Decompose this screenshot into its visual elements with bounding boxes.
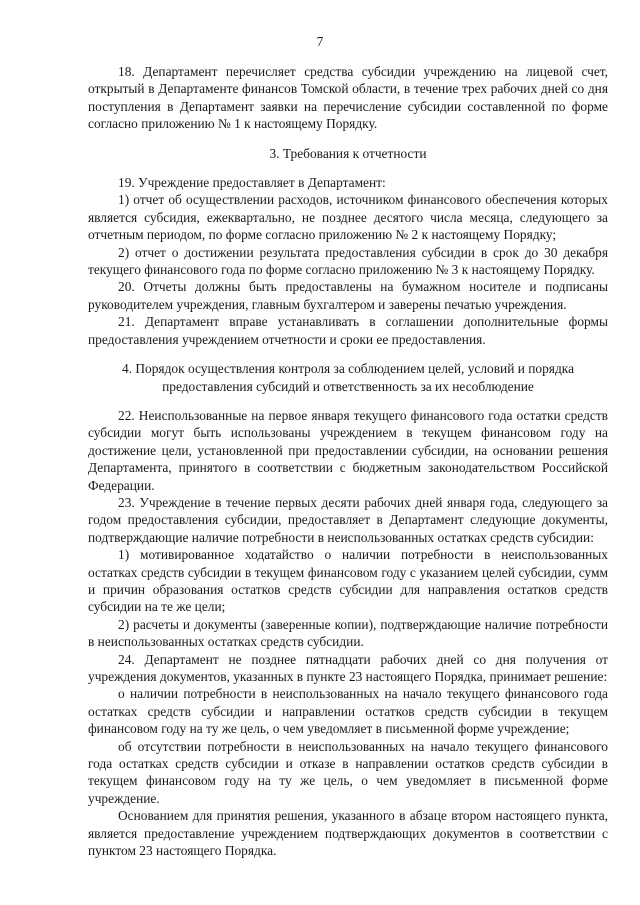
paragraph-22: 22. Неиспользованные на первое января текущего финансового года остатки средств субсидии могут быть использованы учреждением в текущем финансовом году на достижение цели, установленной при предоставлении субсидии, на основании решения Департамента, принятого в соответствии с бюджетным законодательством Российской Федерации. (88, 407, 608, 493)
section-4-heading-line-2: предоставления субсидий и ответственность за их несоблюдение (162, 378, 534, 394)
paragraph-18: 18. Департамент перечисляет средства субсидии учреждению на лицевой счет, открытый в Департаменте финансов Томской области, в течение трех рабочих дней со дня поступления в Департамент заявки на перечисление субсидии составленной по форме согласно приложению № 1 к настоящему Порядку. (88, 64, 608, 132)
paragraph-23-item-1: 1) мотивированное ходатайство о наличии потребности в неиспользованных остатках средств субсидии в текущем финансовом году с указанием целей субсидии, сумм и причин образования остатков средств субсидии для направления остатков средств субсидии на те же цели; (88, 547, 608, 615)
paragraph-24-option-a: о наличии потребности в неиспользованных на начало текущего финансового года остатках средств субсидии и направлении остатков средств субсидии в текущем финансовом году на ту же цель, о чем уведомляет в письменной форме учреждение; (88, 686, 608, 737)
paragraph-19-item-2: 2) отчет о достижении результата предоставления субсидии в срок до 30 декабря текущего финансового года по форме согласно приложению № 3 к настоящему Порядку. (88, 244, 608, 278)
paragraph-21: 21. Департамент вправе устанавливать в соглашении дополнительные формы предоставления учреждением отчетности и сроки ее предоставления. (88, 314, 608, 347)
paragraph-23-item-2: 2) расчеты и документы (заверенные копии), подтверждающие наличие потребности в неиспользованных остатках средств субсидии. (88, 616, 608, 650)
paragraph-24-option-b: об отсутствии потребности в неиспользованных на начало текущего финансового года остатках средств субсидии и отказе в направлении остатков средств субсидии в текущем финансовом году на ту же цель, о чем уведомляет в письменной форме учреждение. (88, 738, 608, 806)
paragraph-19-item-1: 1) отчет об осуществлении расходов, источником финансового обеспечения которых является субсидия, ежеквартально, не позднее десятого числа месяца, следующего за отчетным периодом, по форме согласно приложению № 2 к настоящему Порядку; (88, 192, 608, 243)
section-3-heading: 3. Требования к отчетности (269, 145, 427, 161)
document-body (88, 63, 608, 859)
paragraph-20: 20. Отчеты должны быть предоставлены на бумажном носителе и подписаны руководителем учреждения, главным бухгалтером и заверены печатью учреждения. (88, 279, 608, 312)
paragraph-24: 24. Департамент не позднее пятнадцати рабочих дней со дня получения от учреждения документов, указанных в пункте 23 настоящего Порядка, принимает решение: (88, 651, 608, 684)
page-number: 7 (316, 34, 324, 49)
paragraph-19: 19. Учреждение предоставляет в Департамент: (118, 175, 386, 191)
paragraph-23: 23. Учреждение в течение первых десяти рабочих дней января года, следующего за годом предоставления субсидии, предоставляет в Департамент следующие документы, подтверждающие наличие потребности в неиспользованных остатках средств субсидии: (88, 494, 608, 545)
section-4-heading-line-1: 4. Порядок осуществления контроля за соблюдением целей, условий и порядка (121, 361, 575, 377)
paragraph-24-basis: Основанием для принятия решения, указанного в абзаце втором настоящего пункта, является предоставление учреждением подтверждающих документов в соответствии с пунктом 23 настоящего Порядка. (88, 808, 608, 859)
